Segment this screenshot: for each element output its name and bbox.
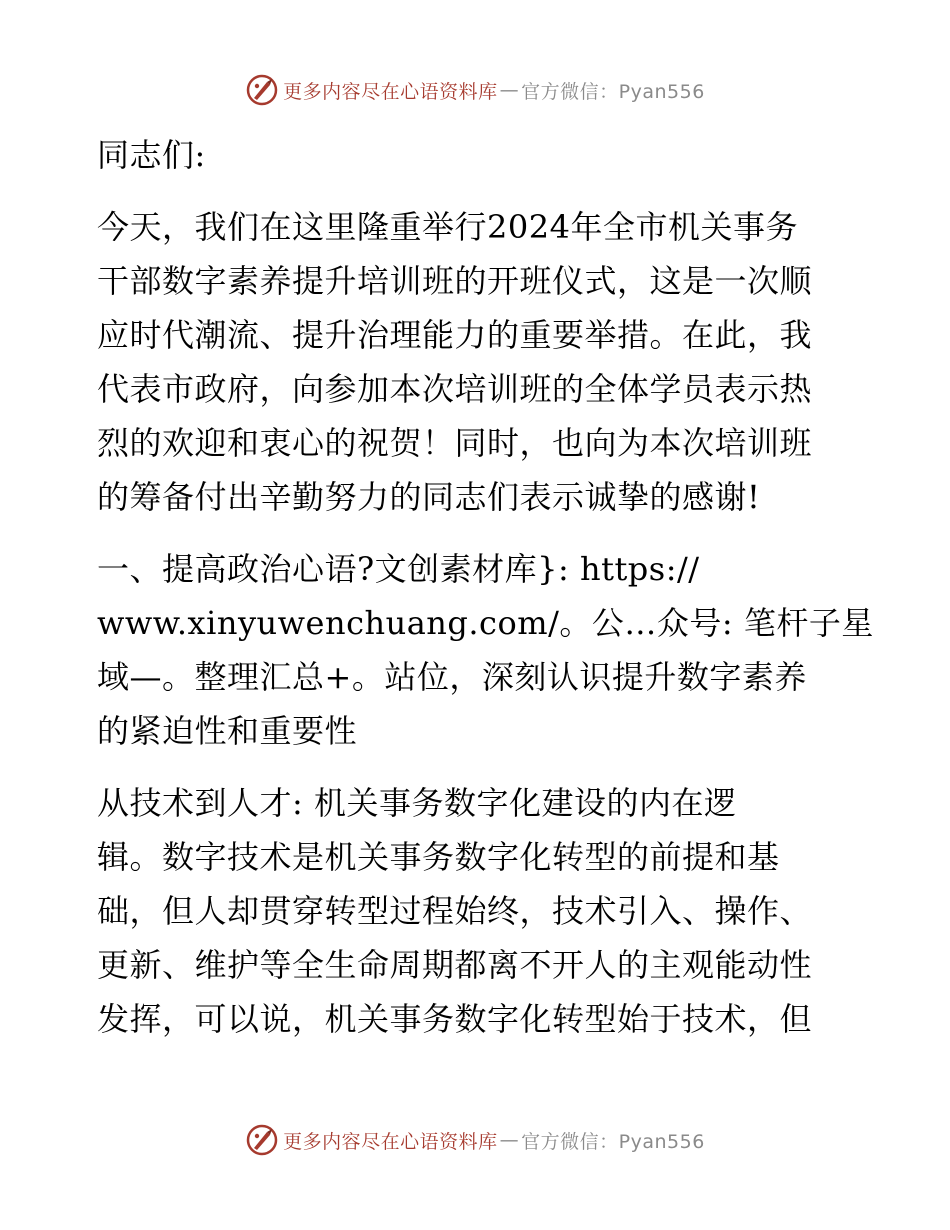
text-line: www.xinyuwenchuang.com/。公…众号: 笔杆子星 (97, 604, 874, 642)
text-line: 烈的欢迎和衷心的祝贺！同时，也向为本次培训班 (97, 424, 813, 462)
paragraph-section-one (97, 542, 874, 758)
text-line: 发挥，可以说，机关事务数字化转型始于技术，但 (97, 1000, 813, 1038)
text-line: 从技术到人才: 机关事务数字化建设的内在逻 (97, 784, 737, 822)
header-watermark (0, 70, 950, 110)
text-line: 今天，我们在这里隆重举行2024年全市机关事务 (97, 208, 798, 246)
paragraph-greeting (97, 128, 857, 182)
paragraph-technology (97, 776, 857, 1046)
paragraph-opening (97, 200, 857, 524)
feather-pen-logo-icon (245, 73, 279, 107)
watermark-separator: — (499, 79, 520, 101)
text-line: 干部数字素养提升培训班的开班仪式，这是一次顺 (97, 262, 813, 300)
text-line: 础，但人却贯穿转型过程始终，技术引入、操作、 (97, 892, 813, 930)
watermark-contact: 官方微信：Pyan556 (521, 80, 705, 103)
watermark-contact: 官方微信：Pyan556 (521, 1130, 705, 1153)
text-line: 代表市政府，向参加本次培训班的全体学员表示热 (97, 370, 813, 408)
text-line: 的筹备付出辛勤努力的同志们表示诚挚的感谢! (97, 478, 761, 516)
feather-pen-logo-icon (245, 1123, 279, 1157)
text-line: 同志们: (97, 136, 206, 174)
text-line: 应时代潮流、提升治理能力的重要举措。在此，我 (97, 316, 813, 354)
text-line: 更新、维护等全生命周期都离不开人的主观能动性 (97, 946, 813, 984)
text-line: 辑。数字技术是机关事务数字化转型的前提和基 (97, 838, 780, 876)
text-line: 域—。整理汇总+。站位，深刻认识提升数字素养 (97, 658, 807, 696)
watermark-separator: — (499, 1129, 520, 1151)
text-line: 一、提高政治心语?文创素材库}: https:// (97, 550, 700, 588)
text-line: 的紧迫性和重要性 (97, 712, 358, 750)
watermark-text: 更多内容尽在心语资料库 (283, 1130, 498, 1153)
footer-watermark (0, 1120, 950, 1160)
document-body (97, 128, 874, 1064)
watermark-text: 更多内容尽在心语资料库 (283, 80, 498, 103)
